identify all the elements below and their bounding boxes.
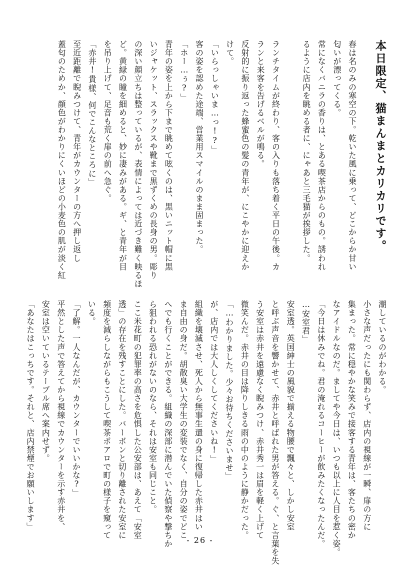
- body-line: …安室君」: [301, 300, 311, 344]
- body-line: 潮しているのがわかる。: [378, 300, 387, 395]
- body-line: の深い顔立ちは整っているが、表情によっては近づき難く映るほ: [133, 40, 143, 288]
- body-line: 常になくバニラの香りは、とある喫茶店からのもの。誘われ: [317, 40, 327, 271]
- body-line: を吊り上げて、足音も荒く扉の前へ急ぐ。: [103, 40, 113, 203]
- body-line: 「あなたはこっちです。それと、店内禁煙でお願いします」: [26, 300, 36, 531]
- page-number: - 26 -: [186, 536, 214, 545]
- body-line: 透」の存在を残すことにした。バーボンと切り離された安室に: [117, 300, 127, 540]
- body-line: 小さな声だったにも関わらず、店内の視線が一瞬、扉の方に: [362, 300, 372, 531]
- body-line: 頻度を減らしながらもこうして喫茶ポアロで町の様子を窺って: [102, 300, 112, 540]
- chapter-title: 本日限定、猫まんまとカリカリです。: [374, 40, 387, 253]
- body-line: なアイドルなのだ。ましてや今日は、いつも以上に人目を惹く姿。: [332, 300, 342, 557]
- body-line: と呼ぶ声音を響かせて、赤井と呼ばれた男が答える。ぐ、と言葉を失: [270, 300, 280, 566]
- body-line: 至近距離で睨みつけて、青年がカウンターの方へ押し返し: [72, 40, 82, 263]
- body-line: 微笑んだ。赤井の目は降りしきる雨の中のように静かだった。: [240, 300, 250, 540]
- body-line: う安室は赤井を遠慮なく睨みつけ、赤井秀一は眉を軽く上げて: [255, 300, 265, 540]
- body-line: へでも行くことができる。組織の深部に潜んでいた偵察や撃ちか: [163, 300, 173, 548]
- body-line: 安室は空いているテーブル席へ案内せず。: [41, 300, 51, 463]
- body-line: 蓋匂のためか、顔色がわかりにくいほどの小麦色の肌が淡く紅: [57, 40, 67, 280]
- body-line: 反射的に振り返った蜂蜜色の髪の青年が、にこやかに迎えか: [240, 40, 250, 271]
- body-line: 青年の姿を上から下まで眺めて呟くのは、黒いニット帽に黒: [164, 40, 174, 271]
- body-line: が、店内では大人しくしてくださいね!」: [209, 300, 219, 464]
- body-line: 「赤井!貴様、何でこんなところに」: [87, 40, 97, 187]
- body-line: ここ米花町の犯罪率の高さを危惧した公安部は、あえて「安室: [133, 300, 143, 540]
- body-line: 組織を壊滅させ、死人から無事生還の身に復帰した赤井はい: [194, 300, 204, 531]
- body-line: いジャケット、スラックスや靴まで黒ずくめの長身の男。彫り: [149, 40, 159, 280]
- body-line: 「…わかりました。少々お待ちくださいませ」: [225, 300, 234, 481]
- body-line: 平然とした声で答えてから視線でカウンターを示す赤井を、: [56, 300, 66, 531]
- body-line: ら狙われる恐れがないのなら、それは安室も同じこと。: [148, 300, 158, 514]
- body-line: 「いらっしゃいま…っ!?」: [210, 40, 220, 155]
- body-line: 春は名のみの寒空の下。乾いた風に乗って、どこからか甘い: [348, 40, 357, 271]
- body-line: ど。黄緑の瞳を細めると、妙に凄みがある。ギ、と青年が目: [118, 40, 128, 271]
- body-line: ま自由の身だ。胡散臭い大学生の変装でなく、自分の姿でどこ: [179, 300, 189, 540]
- body-line: るように店内を眺める者に、にゃあと三毛猫が挨拶した。: [302, 40, 312, 263]
- body-line: 「今日は休みでね。君の淹れるコーヒーが飲みたくなったんだ。: [316, 300, 326, 548]
- body-line: [285, 40, 295, 270]
- body-line: ランチタイムが終わり、客の入りも落ち着く平日の午後。カ: [271, 40, 281, 271]
- body-line: 「了解。一人なんだが、カウンターでいいかな?」: [72, 300, 81, 498]
- body-line: 客の姿を認めた途端、営業用スマイルのまま固まった。: [195, 40, 204, 254]
- body-line: 集まった。常に穏やかな笑みで接客する青年は、客たちの密か: [347, 300, 357, 540]
- body-line: けて。: [225, 40, 235, 66]
- body-line: 匂いが漂ってくる。: [332, 40, 342, 117]
- body-line: いる。: [87, 300, 97, 326]
- body-line: 「ホー…ぅ?」: [179, 40, 189, 102]
- body-line: ランと来客を告げるベルが鳴る。: [256, 40, 266, 169]
- body-line: 安室透。英国紳士の風貌で揃える物腰で飄々と、しかし安室: [286, 300, 296, 531]
